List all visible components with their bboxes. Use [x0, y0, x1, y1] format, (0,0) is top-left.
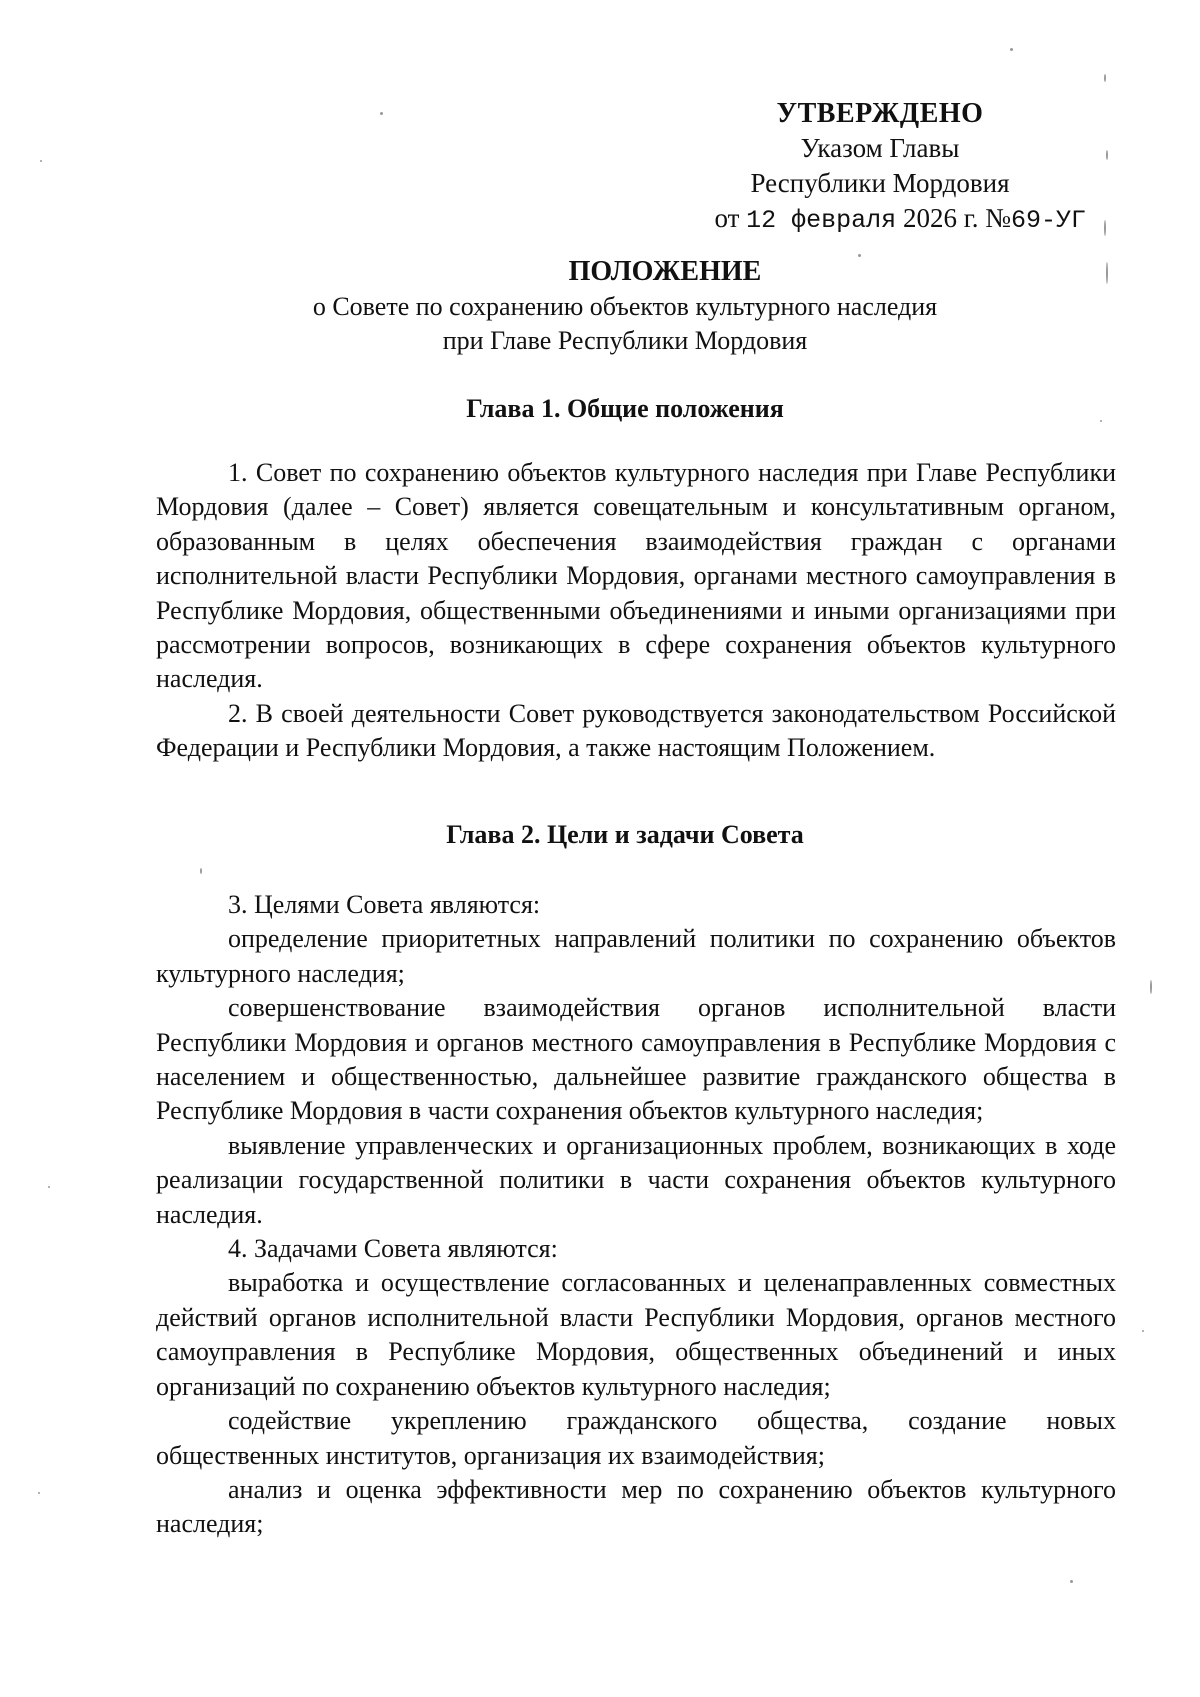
- goal-3: выявление управленческих и организационных проблем, возникающих в ходе реализации государственной политики в части сохранения объектов культурного наследия.: [156, 1130, 1116, 1229]
- goal-1: определение приоритетных направлений политики по сохранению объектов культурного наследия;: [156, 924, 1116, 988]
- chapter-2-heading: Глава 2. Цели и задачи Совета: [446, 820, 804, 849]
- task-3: анализ и оценка эффективности мер по сохранению объектов культурного наследия;: [156, 1474, 1116, 1539]
- scan-speck: [1104, 220, 1106, 236]
- document-title-sub-1: о Совете по сохранению объектов культурного наследия: [312, 292, 938, 321]
- paragraph-2: 2. В своей деятельности Совет руководствуется законодательством Российской Федерации и Республики Мордовия, а также настоящим Положением.: [156, 698, 1116, 763]
- scan-speck: [40, 160, 42, 162]
- chapter-1-heading: Глава 1. Общие положения: [466, 394, 784, 423]
- approval-block: [660, 96, 1100, 238]
- scan-speck: [1106, 262, 1108, 284]
- goal-2: совершенствование взаимодействия органов исполнительной власти Республики Мордовия и органов местного самоуправления в Республике Мордовия с населением и общественностью, дальнейшее развитие гражданского общества в Республике Мордовия в части сохранения объектов культурного наследия;: [156, 993, 1116, 1126]
- scan-speck: [1104, 74, 1106, 82]
- approval-line-1: Указом Главы: [800, 133, 960, 163]
- scan-speck: [200, 868, 202, 874]
- scan-speck: [38, 1492, 40, 1494]
- paragraph-4: 4. Задачами Совета являются:: [228, 1234, 558, 1264]
- task-1: выработка и осуществление согласованных и целенаправленных совместных действий органов исполнительной власти Республики Мордовия, органов местного самоуправления в Республике Мордовия, общественных объединений и иных организаций по сохранению объектов культурного наследия;: [156, 1268, 1116, 1401]
- scan-speck: [1070, 1580, 1073, 1583]
- scan-speck: [1142, 1330, 1144, 1332]
- scan-speck: [1150, 980, 1152, 994]
- approval-year: 2026 г. №: [902, 203, 1011, 233]
- task-2: содействие укреплению гражданского общества, создание новых общественных институтов, организация их взаимодействия;: [156, 1406, 1116, 1470]
- approval-date: 12 февраля: [746, 206, 897, 235]
- scan-speck: [1100, 420, 1102, 422]
- paragraph-3: 3. Целями Совета являются:: [228, 890, 541, 919]
- approval-line-2: Республики Мордовия: [750, 168, 1010, 198]
- approval-date-prefix: от: [714, 203, 740, 233]
- scan-speck: [1106, 150, 1108, 160]
- document-title-main: ПОЛОЖЕНИЕ: [568, 256, 762, 287]
- chapter-2-body: [156, 888, 1116, 1542]
- scan-speck: [380, 112, 383, 115]
- approval-number: 69-УГ: [1010, 206, 1086, 235]
- scan-speck: [1010, 48, 1013, 51]
- paragraph-1: 1. Совет по сохранению объектов культурного наследия при Главе Республики Мордовия (далее – Совет) является совещательным и консультативным органом, образованным в целях обеспечения взаимодействия граждан с органами исполнительной власти Республики Мордовия, органами местного самоуправления в Республике Мордовия, общественными объединениями и иными организациями при рассмотрении вопросов, возникающих в сфере сохранения объектов культурного наследия.: [156, 458, 1116, 694]
- approval-date-line: [660, 201, 1100, 238]
- approval-title: УТВЕРЖДЕНО: [776, 98, 984, 129]
- document-title: [150, 254, 1100, 358]
- chapter-1-body: [156, 456, 1116, 766]
- document-title-sub-2: при Главе Республики Мордовия: [442, 326, 808, 355]
- scan-speck: [48, 1186, 50, 1188]
- scan-speck: [858, 254, 861, 257]
